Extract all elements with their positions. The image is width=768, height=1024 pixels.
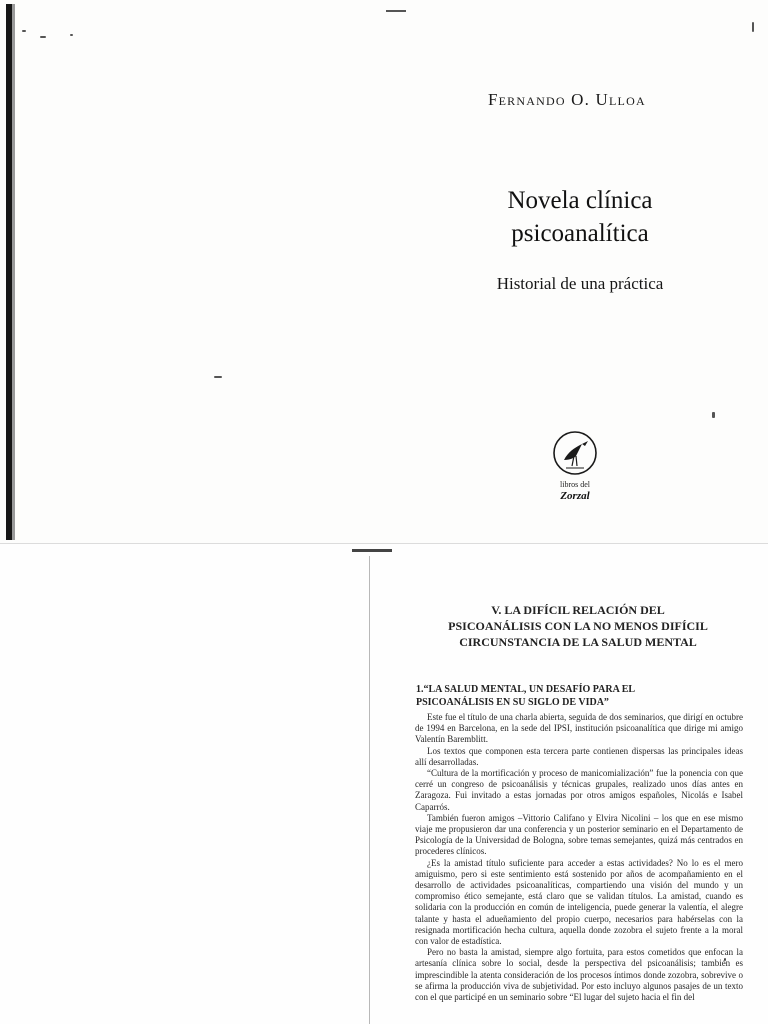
chapter-heading-line: PSICOANÁLISIS CON LA NO MENOS DIFÍCIL — [448, 619, 708, 633]
paragraph: Pero no basta la amistad, siempre algo fortuita, para estos cometidos que enfocan la artesanía clínica sobre lo social, desde la perspectiva del psicoanálisis; también es imprescindible la atenta consideración de los procesos íntimos donde zozobra, sobrevive o se afirma la producción viva de subjetividad. Por esto incluyo algunos pasajes de un texto con el que participé en un seminario sobre “El lugar del sujeto hacia el fin del — [415, 947, 743, 1003]
book-subtitle: Historial de una práctica — [496, 274, 664, 293]
section-heading-line: 1.“LA SALUD MENTAL, UN DESAFÍO PARA EL — [416, 684, 636, 695]
paragraph: Este fue el título de una charla abierta, seguida de dos seminarios, que dirigí en octubre de 1994 en Barcelona, en la sede del IPSI, institución psicoanalítica que dirige mi amigo Valentín Baremblitt. — [415, 712, 743, 745]
book-title-line: psicoanalítica — [511, 220, 649, 247]
page-divider — [0, 543, 768, 544]
page-crease — [369, 556, 370, 1024]
publisher-name: Zorzal — [560, 490, 590, 502]
scan-speck — [712, 412, 715, 418]
section-heading-line: PSICOANÁLISIS EN SU SIGLO DE VIDA” — [416, 696, 609, 708]
paragraph: ¿Es la amistad título suficiente para acceder a estas actividades? No lo es el mero amiguismo, pero si este sentimiento está sostenido por años de acompañamiento en el desarrollo de actividades psicoanalíticas, compartiendo una visión del mundo y un compromiso ético semejante, está claro que se validan títulos. La amistad, cuando es solidaria con la producción en común de inteligencia, puede generar la valentía, el alegre talante y hasta el adueñamiento del propio cuerpo, necesarios para habérselas con la resignada mortificación hecha cultura, aquella donde zozobra el sujeto frente a la moral con valor de estadística. — [415, 857, 743, 947]
scan-speck — [22, 30, 26, 32]
chapter-heading — [408, 602, 748, 650]
book-title — [430, 184, 730, 250]
book-title-line: Novela clínica — [507, 187, 653, 214]
chapter-body — [415, 712, 743, 1003]
scan-mark-top — [386, 10, 406, 12]
book-spine-edge — [12, 4, 15, 540]
author-name: Fernando O. Ulloa — [488, 90, 646, 109]
scan-speck — [752, 22, 754, 32]
section-heading — [416, 684, 746, 709]
scan-speck — [214, 376, 222, 378]
scan-speck — [70, 34, 73, 36]
scan-speck — [40, 36, 46, 38]
chapter-heading-line: CIRCUNSTANCIA DE LA SALUD MENTAL — [459, 635, 697, 649]
paragraph: También fueron amigos –Vittorio Califano y Elvira Nicolini – los que en ese mismo viaje me propusieron dar una conferencia y un posterior seminario en el Departamento de Psicología de la Universidad de Bologna, sobre temas semejantes, quizá más centrados en procederes clínicos. — [415, 812, 743, 857]
paragraph: Los textos que componen esta tercera parte contienen dispersas las principales ideas allí desarrolladas. — [415, 745, 743, 767]
chapter-heading-line: V. LA DIFÍCIL RELACIÓN DEL — [491, 603, 665, 617]
publisher-label: libros del — [560, 480, 590, 489]
scan-mark-middle — [352, 549, 392, 552]
paragraph: “Cultura de la mortificación y proceso de manicomialización” fue la ponencia con que cerré un congreso de psicoanálisis y técnicas grupales, realizado unos días antes en Zaragoza. Fui invitado a estas jornadas por otros amigos españoles, Nicolás e Isabel Caparrós. — [415, 768, 743, 812]
bird-in-circle-icon — [552, 430, 598, 476]
